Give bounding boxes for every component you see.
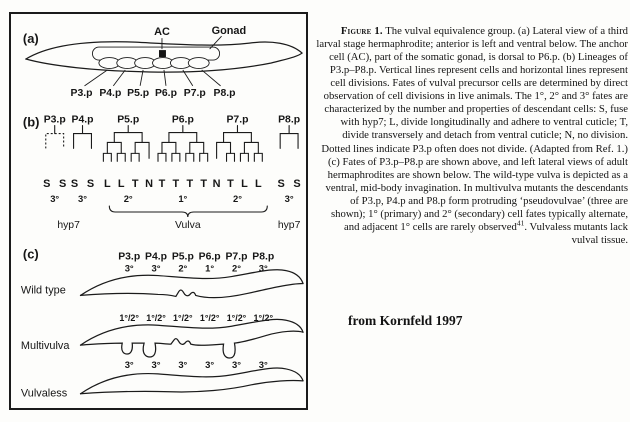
- grade-p3p: 3°: [50, 193, 60, 205]
- caption-body-1: The vulval equivalence group. (a) Lateral view of a third larval stage hermaphrodite; anterior is left and ventral below. The anchor cell (AC), part of the somatic gonad, is dorsal to P6.p. (b) Lineages of P3.p–P8.p. Vertical lines represent cells and horizontal lines represent cell divisions. Fates of vulval precursor cells are determined by direct observation of cell divisions in live animals. The 1°, 2° and 3° fates are characterized by the number and properties of descendant cells: S, fuse with hyp7; L, divide longitudinally and adhere to ventral cuticle; T, divide transversely and detach from ventral cuticle; N, no division. Dotted lines indicate P3.p often does not divide. (Adapted from Ref. 1.) (c) Fates of P3.p–P8.p are shown above, and left lateral views of adult hermaphrodites are shown below. The wild-type vulva is depicted as a ventral, mid-body invagination. In multivulva mutants the descendants of P3.p, P4.p and P8.p form protruding ‘pseudovulvae’ (three are shown); 1° (primary) and 2° (secondary) cell fates typically alternate, and adjacent 1° cells are rarely observed: [316, 24, 628, 234]
- header-p6p: P6.p: [198, 251, 221, 263]
- lineage-label-p5p: P5.p: [117, 114, 140, 126]
- fate-p6p-4: T: [200, 178, 208, 191]
- fate-p8p-2: S: [293, 178, 301, 191]
- lineage-tree-p6p: [158, 126, 208, 162]
- fate-p6p-3: T: [186, 178, 194, 191]
- multivulva-fate-5: 1°/2°: [226, 313, 247, 324]
- multivulva-label: Multivulva: [20, 340, 70, 353]
- wildtype-fate-6: 3°: [258, 262, 268, 274]
- wildtype-fate-3: 2°: [178, 262, 188, 274]
- panel-a-cell-labels: [71, 88, 236, 99]
- header-p3p: P3.p: [118, 251, 141, 263]
- panel-c: [21, 247, 303, 400]
- cell-label-p6p: P6.p: [154, 87, 177, 99]
- fate-p4p-1: S: [70, 178, 79, 191]
- wildtype-fate-4: 1°: [205, 262, 215, 274]
- panel-a-label: (a): [22, 31, 39, 47]
- lineage-tree-p5p: [103, 126, 149, 162]
- fate-p8p-1: S: [277, 178, 285, 191]
- fate-p3p-2: S: [59, 178, 67, 191]
- multivulva-fate-6: 1°/2°: [253, 313, 274, 324]
- header-p8p: P8.p: [252, 251, 275, 263]
- fate-p5p-3: T: [131, 178, 139, 191]
- vulvaless-fate-5: 3°: [231, 358, 241, 370]
- wildtype-fate-1: 3°: [124, 262, 134, 274]
- cell-p8p-shape: [188, 58, 209, 69]
- multivulva-worm: [81, 319, 303, 358]
- cell-label-p4p: P4.p: [99, 87, 122, 99]
- grade-p6p: 1°: [178, 193, 188, 205]
- lineage-label-p3p: P3.p: [43, 114, 66, 126]
- wildtype-fate-2: 3°: [151, 262, 161, 274]
- hyp7-right-label: hyp7: [277, 219, 301, 231]
- grade-p4p: 3°: [78, 193, 88, 205]
- header-p5p: P5.p: [171, 251, 194, 263]
- header-p7p: P7.p: [225, 251, 248, 263]
- multivulva-fate-1: 1°/2°: [119, 313, 139, 324]
- cell-label-p8p: P8.p: [213, 87, 236, 99]
- vulvaless-fate-2: 3°: [151, 358, 161, 370]
- caption-reference-superscript: 41: [516, 218, 525, 228]
- ac-label: AC: [154, 26, 170, 39]
- cell-label-p5p: P5.p: [127, 87, 150, 99]
- lineage-label-p8p: P8.p: [278, 114, 301, 126]
- fate-p6p-2: T: [172, 178, 180, 191]
- wildtype-fate-row: [125, 263, 268, 274]
- panel-c-cell-headers: [118, 252, 274, 263]
- vulva-label: Vulva: [174, 219, 201, 231]
- leader-p4p: [113, 70, 125, 86]
- lineage-tree-p8p: [280, 126, 298, 149]
- panel-c-label: (c): [22, 246, 39, 262]
- cell-label-p3p: P3.p: [70, 87, 93, 99]
- leader-p8p: [202, 70, 221, 86]
- lineage-label-p6p: P6.p: [171, 114, 194, 126]
- vulvaless-fate-6: 3°: [258, 358, 268, 370]
- figure-caption: [316, 25, 628, 248]
- wildtype-label: Wild type: [20, 284, 66, 297]
- fate-p3p-1: S: [43, 178, 51, 191]
- vulvaless-fate-3: 3°: [178, 358, 188, 370]
- fate-p7p-4: L: [254, 178, 262, 191]
- multivulva-fate-2: 1°/2°: [146, 313, 166, 324]
- lineage-tree-p3p: [46, 126, 64, 149]
- wildtype-fate-5: 2°: [231, 262, 241, 274]
- cell-label-p7p: P7.p: [183, 87, 206, 99]
- header-p4p: P4.p: [145, 251, 168, 263]
- panel-a: [23, 25, 302, 99]
- caption-body-2: . Vulvaless mutants lack vulval tissue.: [524, 221, 628, 247]
- source-attribution: from Kornfeld 1997: [348, 313, 463, 328]
- gonad-label: Gonad: [211, 25, 247, 38]
- leader-p3p: [85, 70, 108, 86]
- panel-b-label: (b): [22, 114, 40, 130]
- vulva-brace: [109, 206, 267, 217]
- hyp7-left-label: hyp7: [57, 219, 80, 231]
- vulvaless-fate-4: 3°: [205, 358, 215, 370]
- fate-p7p-1: N: [212, 178, 221, 191]
- panel-b: [23, 115, 301, 231]
- fate-p7p-3: L: [241, 178, 248, 191]
- vulvaless-label: Vulvaless: [20, 387, 68, 400]
- fate-p7p-2: T: [227, 178, 234, 191]
- lineage-tree-p4p: [74, 126, 92, 149]
- fate-p5p-2: L: [117, 178, 125, 191]
- grade-labels: [50, 193, 294, 204]
- vulvaless-fate-row: [125, 359, 268, 370]
- figure-drawing: [11, 14, 306, 408]
- caption-figure-number: Figure 1.: [340, 24, 383, 37]
- lineage-label-p7p: P7.p: [226, 114, 249, 126]
- multivulva-fate-4: 1°/2°: [199, 313, 220, 324]
- figure-box: [9, 12, 308, 410]
- grade-p5p: 2°: [123, 193, 133, 205]
- anchor-cell-square: [159, 50, 166, 57]
- multivulva-fate-row: [119, 313, 273, 323]
- fate-p5p-4: N: [145, 178, 154, 191]
- fate-p5p-1: L: [104, 178, 111, 191]
- multivulva-fate-3: 1°/2°: [173, 313, 193, 324]
- fate-p6p-1: T: [158, 178, 166, 191]
- wildtype-worm: [81, 270, 303, 298]
- fate-letters: [43, 178, 301, 190]
- grade-p8p: 3°: [284, 193, 294, 205]
- fate-p4p-2: S: [86, 178, 95, 191]
- vulvaless-worm: [81, 368, 303, 394]
- vulvaless-fate-1: 3°: [124, 358, 134, 370]
- lineage-label-p4p: P4.p: [71, 114, 94, 126]
- lineage-tree-p7p: [217, 126, 263, 162]
- grade-p7p: 2°: [232, 193, 242, 205]
